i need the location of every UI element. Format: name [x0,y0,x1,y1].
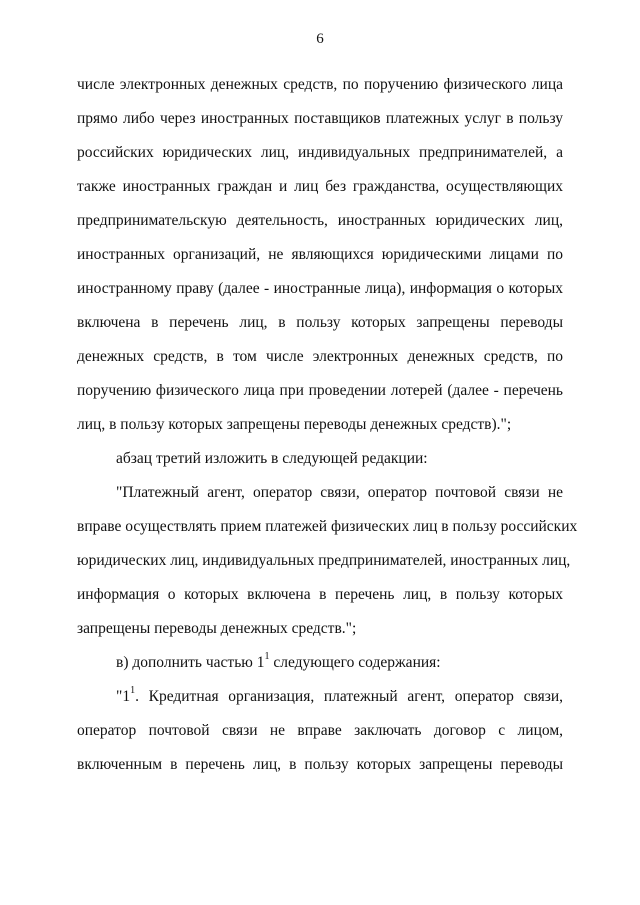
text-line: поручению физического лица при проведении лотерей (далее - перечень [77,382,563,399]
text-line: юридических лиц, индивидуальных предпринимателей, иностранных лиц, [77,552,571,569]
text-line: также иностранных граждан и лиц без гражданства, осуществляющих [77,178,563,195]
text-line: предпринимательскую деятельность, иностранных юридических лиц, [77,212,563,229]
text-line: денежных средств, в том числе электронных денежных средств, по [77,348,563,365]
text-line: информация о которых включена в перечень лиц, в пользу которых [77,586,563,603]
text-line: лиц, в пользу которых запрещены переводы денежных средств)."; [77,416,512,433]
text-run: следующего содержания: [269,654,441,671]
text-line: запрещены переводы денежных средств."; [77,620,357,637]
text-line: включенным в перечень лиц, в пользу которых запрещены переводы [77,756,563,773]
text-line: включена в перечень лиц, в пользу которых запрещены переводы [77,314,563,331]
text-line: "Платежный агент, оператор связи, оператор почтовой связи не [116,484,563,501]
text-line: российских юридических лиц, индивидуальных предпринимателей, а [77,144,563,161]
text-line [77,680,563,714]
text-line: иностранному праву (далее - иностранные лица), информация о которых [77,280,563,297]
page-number: 6 [316,31,324,47]
text-line [77,646,563,680]
text-line: прямо либо через иностранных поставщиков платежных услуг в пользу [77,110,563,127]
superscript: 1 [264,650,270,662]
superscript: 1 [130,684,136,696]
text-line: оператор почтовой связи не вправе заключать договор с лицом, [77,722,563,739]
text-line: числе электронных денежных средств, по поручению физического лица [77,76,563,93]
text-run: в) дополнить частью 1 [116,654,265,671]
text-line: абзац третий изложить в следующей редакции: [116,450,428,467]
document-body [77,68,578,782]
text-run: . Кредитная организация, платежный агент, оператор связи, [135,688,563,705]
text-line: иностранных организаций, не являющихся юридическими лицами по [77,246,563,263]
text-run: "1 [116,688,131,705]
text-line: вправе осуществлять прием платежей физических лиц в пользу российских [77,518,578,535]
